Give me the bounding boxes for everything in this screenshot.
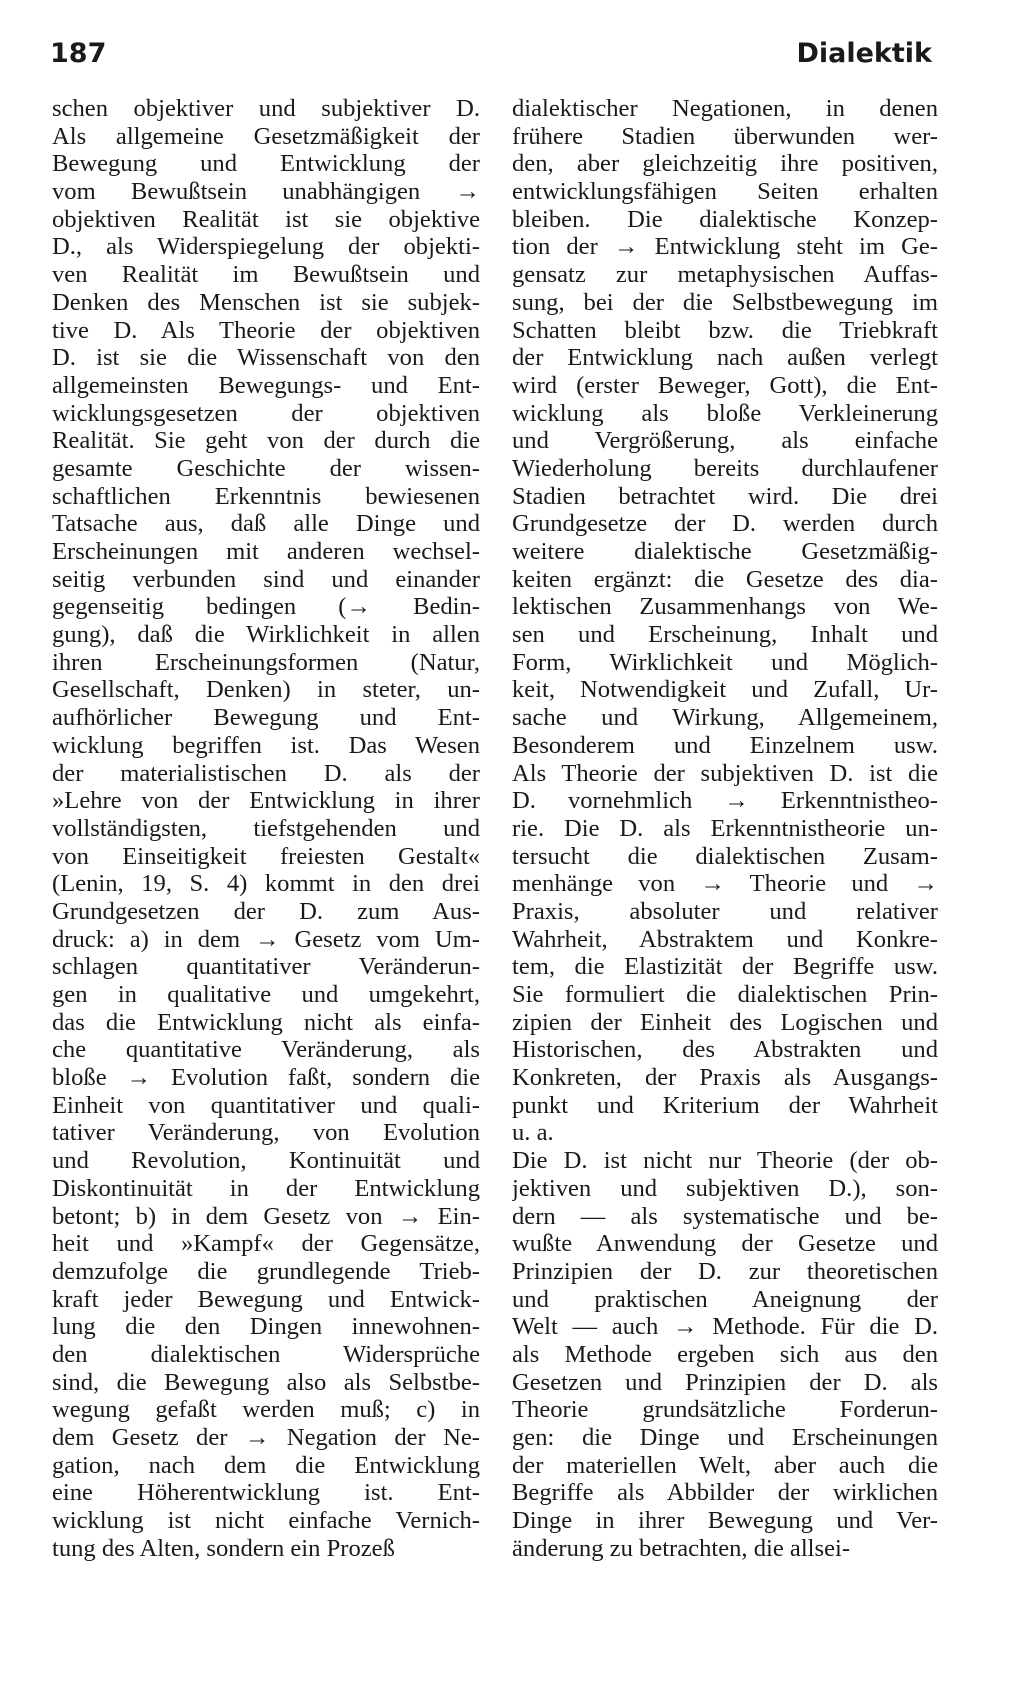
text-line: und praktischen Aneignung der — [512, 1285, 938, 1313]
text-line: vom Bewußtsein unabhängigen → — [52, 178, 480, 206]
text-line: Begriffe als Abbilder der wirklichen — [512, 1479, 938, 1507]
text-line: (Lenin, 19, S. 4) kommt in den drei — [52, 870, 480, 898]
text-line: eine Höherentwicklung ist. Ent- — [52, 1479, 480, 1507]
text-line: Welt — auch → Methode. Für die D. — [512, 1313, 938, 1341]
text-line: sen und Erscheinung, Inhalt und — [512, 621, 938, 649]
text-line: den dialektischen Widersprüche — [52, 1340, 480, 1368]
text-line: Erscheinungen mit anderen wechsel- — [52, 538, 480, 565]
text-line: punkt und Kriterium der Wahrheit — [512, 1091, 938, 1119]
text-line: schen objektiver und subjektiver D. — [52, 95, 480, 122]
text-line: der materiellen Welt, aber auch die — [512, 1451, 938, 1479]
text-line: u. a. — [512, 1119, 554, 1147]
text-line: lung die den Dingen innewohnen- — [52, 1313, 480, 1341]
text-line: das die Entwicklung nicht als einfa- — [52, 1008, 480, 1036]
text-line: Schatten bleibt bzw. die Triebkraft — [512, 316, 938, 344]
text-line: D., als Widerspiegelung der objekti- — [52, 233, 480, 261]
text-line: weitere dialektische Gesetzmäßig- — [512, 538, 938, 565]
text-line: wicklungsgesetzen der objektiven — [52, 399, 480, 427]
text-line: Als Theorie der subjektiven D. ist die — [512, 759, 938, 787]
text-line: Gesetzen und Prinzipien der D. als — [512, 1368, 938, 1396]
text-line: Als allgemeine Gesetzmäßigkeit der — [52, 122, 480, 150]
text-line: sache und Wirkung, Allgemeinem, — [512, 704, 938, 732]
text-line: tem, die Elastizität der Begriffe usw. — [512, 953, 938, 981]
text-line: wicklung als bloße Verkleinerung — [512, 399, 938, 427]
left-text-column — [52, 95, 480, 1562]
text-line: tion der → Entwicklung steht im Ge- — [512, 233, 938, 261]
text-line: Historischen, des Abstrakten und — [512, 1036, 938, 1064]
text-line: und Vergrößerung, als einfache — [512, 427, 938, 455]
text-line: Die D. ist nicht nur Theorie (der ob- — [512, 1147, 938, 1175]
text-line: Grundgesetzen der D. zum Aus- — [52, 897, 480, 925]
text-line: wußte Anwendung der Gesetze und — [512, 1230, 938, 1258]
text-line: sung, bei der die Selbstbewegung im — [512, 288, 938, 316]
right-text-column — [512, 95, 938, 1562]
text-line: Dinge in ihrer Bewegung und Ver- — [512, 1507, 938, 1535]
text-line: entwicklungsfähigen Seiten erhalten — [512, 178, 938, 206]
text-line: Form, Wirklichkeit und Möglich- — [512, 648, 938, 676]
text-line: tive D. Als Theorie der objektiven — [52, 316, 480, 344]
text-line: Theorie grundsätzliche Forderun- — [512, 1396, 938, 1424]
text-line: keiten ergänzt: die Gesetze des dia- — [512, 565, 938, 593]
text-line: bloße → Evolution faßt, sondern die — [52, 1064, 480, 1092]
text-line: bleiben. Die dialektische Konzep- — [512, 205, 938, 233]
text-line: gesamte Geschichte der wissen- — [52, 454, 480, 482]
text-line: jektiven und subjektiven D.), son- — [512, 1174, 938, 1202]
running-head: Dialektik — [796, 38, 932, 69]
text-line: keit, Notwendigkeit und Zufall, Ur- — [512, 676, 938, 704]
text-line: tung des Alten, sondern ein Prozeß — [52, 1534, 395, 1562]
text-line: änderung zu betrachten, die allsei- — [512, 1534, 851, 1562]
text-line: vollständigsten, tiefstgehenden und — [52, 814, 480, 842]
text-line: den, aber gleichzeitig ihre positiven, — [512, 150, 938, 178]
text-line: dialektischer Negationen, in denen — [512, 95, 938, 122]
text-line: Tatsache aus, daß alle Dinge und — [52, 510, 480, 538]
text-line: gung), daß die Wirklichkeit in allen — [52, 621, 480, 649]
text-line: rie. Die D. als Erkenntnistheorie un- — [512, 814, 938, 842]
text-line: allgemeinsten Bewegungs- und Ent- — [52, 371, 480, 399]
text-line: ven Realität im Bewußtsein und — [52, 261, 480, 289]
text-line: Bewegung und Entwicklung der — [52, 150, 480, 178]
text-line: betont; b) in dem Gesetz von → Ein- — [52, 1202, 480, 1230]
text-line: Stadien betrachtet wird. Die drei — [512, 482, 938, 510]
text-line: gen in qualitative und umgekehrt, — [52, 981, 480, 1008]
text-line: menhänge von → Theorie und → — [512, 870, 938, 898]
text-line: heit und »Kampf« der Gegensätze, — [52, 1230, 480, 1258]
text-line: gation, nach dem die Entwicklung — [52, 1451, 480, 1479]
text-line: schlagen quantitativer Veränderun- — [52, 953, 480, 981]
text-line: Wiederholung bereits durchlaufener — [512, 454, 938, 482]
page-header — [50, 38, 932, 78]
text-line: Diskontinuität in der Entwicklung — [52, 1174, 480, 1202]
text-line: frühere Stadien überwunden wer- — [512, 122, 938, 150]
text-line: tativer Veränderung, von Evolution — [52, 1119, 480, 1147]
page-number: 187 — [50, 38, 107, 69]
text-line: gegenseitig bedingen (→ Bedin- — [52, 593, 480, 621]
text-line: als Methode ergeben sich aus den — [512, 1340, 938, 1368]
text-line: der Entwicklung nach außen verlegt — [512, 344, 938, 372]
text-line: Wahrheit, Abstraktem und Konkre- — [512, 925, 938, 953]
text-line: Einheit von quantitativer und quali- — [52, 1091, 480, 1119]
text-line: wegung gefaßt werden muß; c) in — [52, 1396, 480, 1424]
text-line: Praxis, absoluter und relativer — [512, 897, 938, 925]
text-line: aufhörlicher Bewegung und Ent- — [52, 704, 480, 732]
text-line: »Lehre von der Entwicklung in ihrer — [52, 787, 480, 815]
text-line: der materialistischen D. als der — [52, 759, 480, 787]
text-line: Realität. Sie geht von der durch die — [52, 427, 480, 455]
text-line: wicklung ist nicht einfache Vernich- — [52, 1507, 480, 1535]
text-line: Gesellschaft, Denken) in steter, un- — [52, 676, 480, 704]
text-line: ihren Erscheinungsformen (Natur, — [52, 648, 480, 676]
text-line: tersucht die dialektischen Zusam- — [512, 842, 938, 870]
text-line: dern — als systematische und be- — [512, 1202, 938, 1230]
text-line: che quantitative Veränderung, als — [52, 1036, 480, 1064]
text-line: sind, die Bewegung also als Selbstbe- — [52, 1368, 480, 1396]
text-line: seitig verbunden sind und einander — [52, 565, 480, 593]
text-line: kraft jeder Bewegung und Entwick- — [52, 1285, 480, 1313]
text-line: wird (erster Beweger, Gott), die Ent- — [512, 371, 938, 399]
text-line: Prinzipien der D. zur theoretischen — [512, 1257, 938, 1285]
text-line: gen: die Dinge und Erscheinungen — [512, 1424, 938, 1451]
text-line: Grundgesetze der D. werden durch — [512, 510, 938, 538]
text-line: objektiven Realität ist sie objektive — [52, 205, 480, 233]
text-line: dem Gesetz der → Negation der Ne- — [52, 1424, 480, 1451]
text-line: Konkreten, der Praxis als Ausgangs- — [512, 1064, 938, 1092]
text-line: von Einseitigkeit freiesten Gestalt« — [52, 842, 480, 870]
text-line: D. ist sie die Wissenschaft von den — [52, 344, 480, 372]
text-line: Besonderem und Einzelnem usw. — [512, 731, 938, 759]
text-line: zipien der Einheit des Logischen und — [512, 1008, 938, 1036]
text-line: Sie formuliert die dialektischen Prin- — [512, 981, 938, 1008]
text-line: wicklung begriffen ist. Das Wesen — [52, 731, 480, 759]
text-line: demzufolge die grundlegende Trieb- — [52, 1257, 480, 1285]
text-line: gensatz zur metaphysischen Auffas- — [512, 261, 938, 289]
text-line: und Revolution, Kontinuität und — [52, 1147, 480, 1175]
text-line: Denken des Menschen ist sie subjek- — [52, 288, 480, 316]
text-line: lektischen Zusammenhangs von We- — [512, 593, 938, 621]
text-line: schaftlichen Erkenntnis bewiesenen — [52, 482, 480, 510]
text-line: druck: a) in dem → Gesetz vom Um- — [52, 925, 480, 953]
text-line: D. vornehmlich → Erkenntnistheo- — [512, 787, 938, 815]
